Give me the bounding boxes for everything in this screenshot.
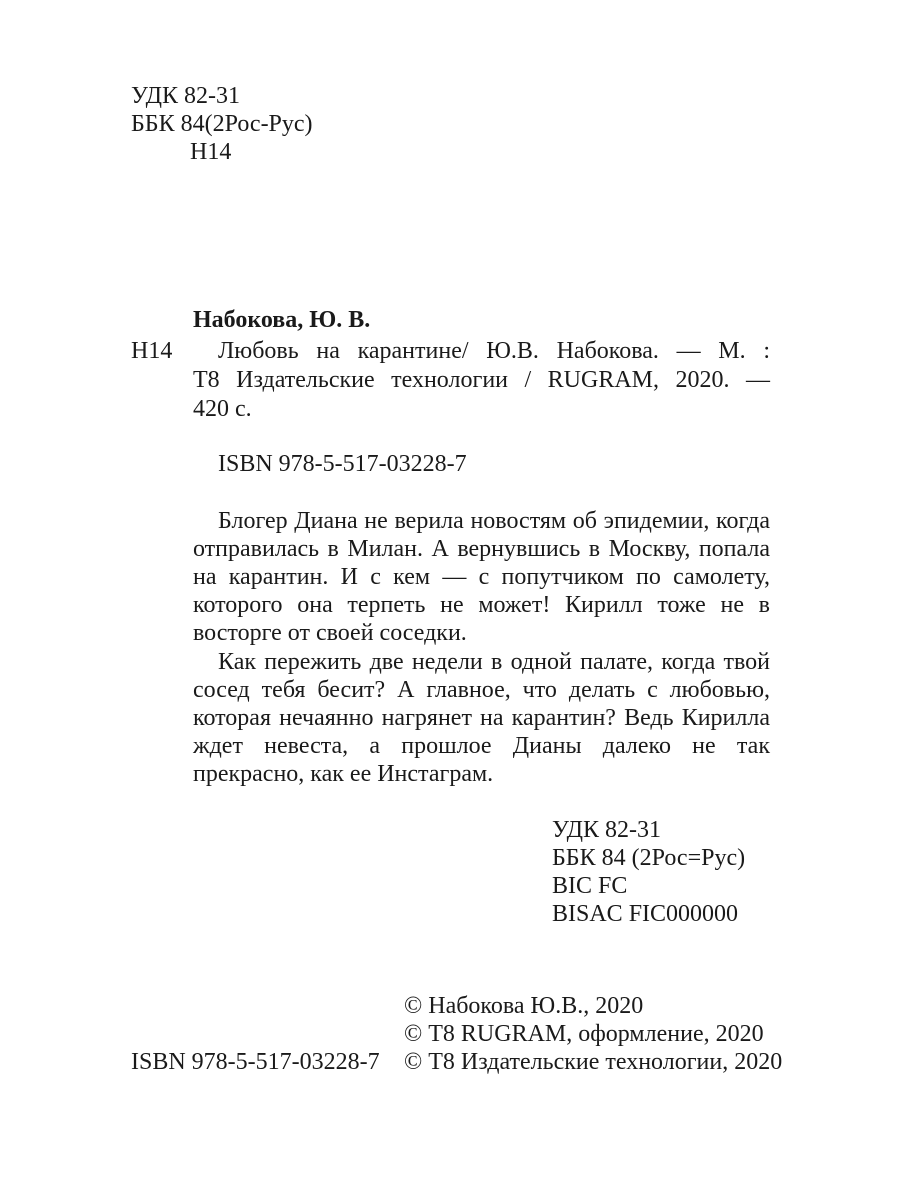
record-description-line2: Т8 Издательские технологии / RUGRAM, 2020. — (193, 367, 770, 393)
author-heading: Набокова, Ю. В. (193, 307, 371, 333)
record-description-line3: 420 с. (193, 396, 252, 422)
copyright-publisher: © Т8 Издательские технологии, 2020 (404, 1049, 783, 1075)
annotation-paragraph-1: Блогер Диана не верила новостям об эпидемии, когда отправилась в Милан. А вернувшись в Москву, попала на карантин. И с кем — с попутчиком по самолету, которого она терпеть не может! Кирилл тоже не в восторге от своей соседки. (193, 508, 770, 646)
record-author-mark: Н14 (131, 338, 173, 364)
top-bbk: ББК 84(2Рос-Рус) (131, 111, 313, 137)
class-udk: УДК 82-31 (552, 817, 661, 843)
bottom-isbn: ISBN 978-5-517-03228-7 (131, 1049, 380, 1075)
record-isbn: ISBN 978-5-517-03228-7 (218, 451, 467, 477)
copyright-author: © Набокова Ю.В., 2020 (404, 993, 644, 1019)
record-description-line1: Любовь на карантине/ Ю.В. Набокова. — М. : (218, 338, 770, 364)
copyright-design: © Т8 RUGRAM, оформление, 2020 (404, 1021, 764, 1047)
class-bbk: ББК 84 (2Рос=Рус) (552, 845, 746, 871)
top-author-mark: Н14 (190, 139, 232, 165)
annotation-paragraph-2: Как пережить две недели в одной палате, когда твой сосед тебя бесит? А главное, что делать с любовью, которая нечаянно нагрянет на карантин? Ведь Кирилла ждет невеста, а прошлое Дианы далеко не так прекрасно, как ее Инстаграм. (193, 649, 770, 787)
class-bic: BIC FC (552, 873, 628, 899)
top-udk: УДК 82-31 (131, 83, 240, 109)
class-bisac: BISAC FIC000000 (552, 901, 739, 927)
